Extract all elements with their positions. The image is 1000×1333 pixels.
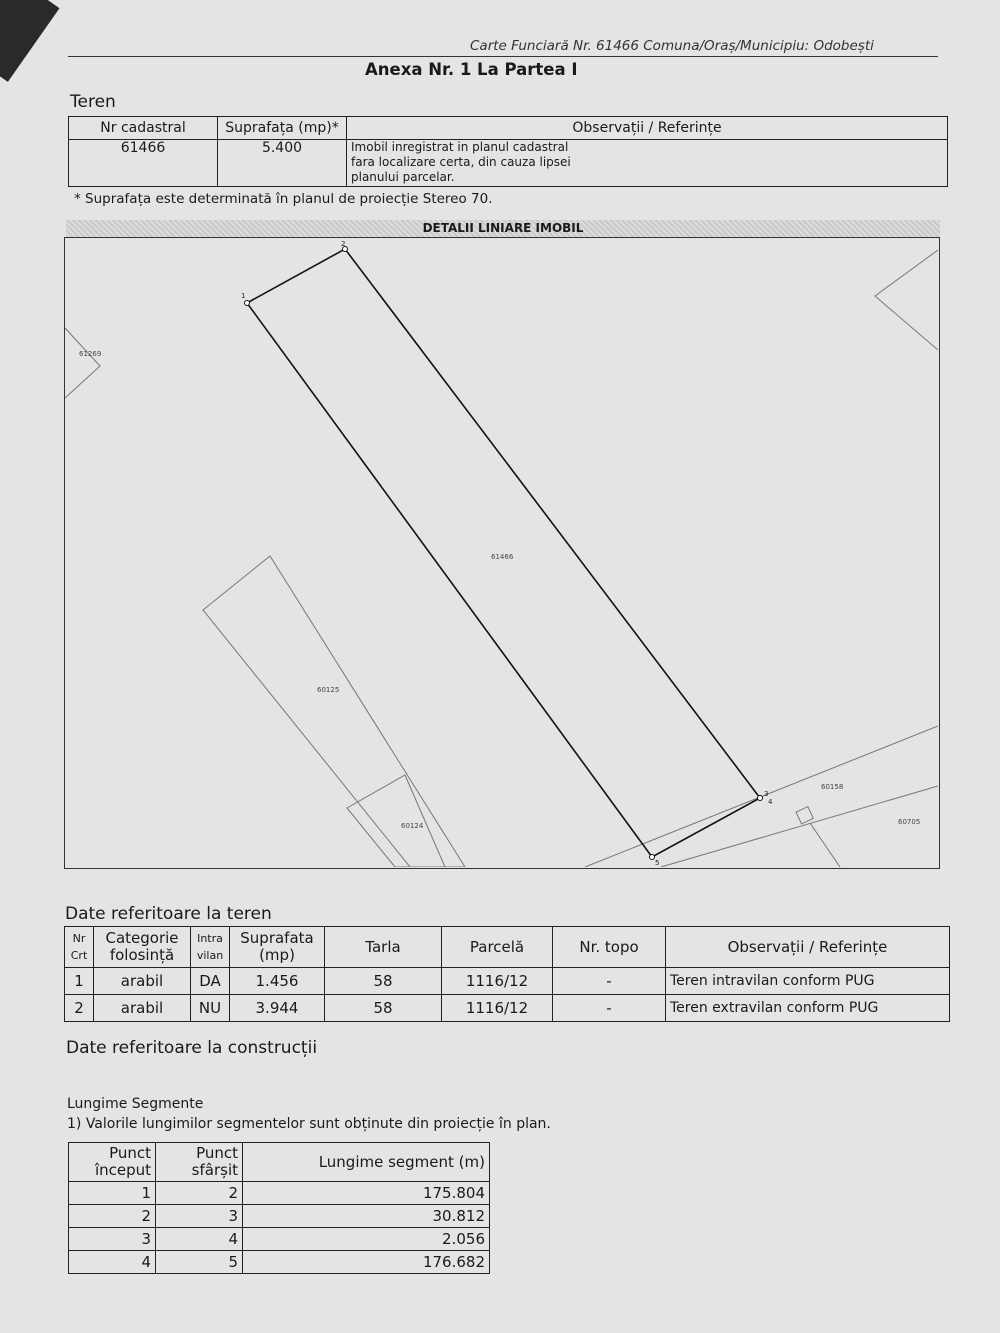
cell-suprafata: 5.400 (218, 140, 347, 187)
parcel-60125 (203, 556, 465, 867)
cell-parcela: 1116/12 (442, 968, 553, 995)
cell-observatii: Teren extravilan conform PUG (666, 995, 950, 1022)
vertex-point (758, 796, 763, 801)
annex-title: Anexa Nr. 1 La Partea I (365, 60, 578, 79)
header-nr-topo: Nr. topo (553, 927, 666, 968)
carte-funciara-header: Carte Funciară Nr. 61466 Comuna/Oraș/Municipiu: Odobești (470, 38, 874, 54)
cell-nr-topo: - (553, 995, 666, 1022)
date-teren-table (64, 926, 950, 1022)
detalii-liniare-bar: DETALII LINIARE IMOBIL (66, 220, 940, 237)
cell-punct-inceput: 4 (69, 1251, 156, 1274)
header-punct-inceput: Punct început (69, 1143, 156, 1182)
cell-punct-inceput: 3 (69, 1228, 156, 1251)
cell-nr-crt: 1 (65, 968, 94, 995)
label-small-parcel: 60124 (401, 822, 424, 830)
header-intravilan: Intra vilan (191, 927, 230, 968)
cell-observatii (347, 140, 948, 187)
label-right-far: 60705 (898, 818, 921, 826)
table-row (69, 1251, 490, 1274)
segmente-header (69, 1143, 490, 1182)
header-suprafata: Suprafata (mp) (230, 927, 325, 968)
cell-categorie: arabil (94, 968, 191, 995)
parcel-60124 (347, 775, 445, 867)
header-suprafata: Suprafața (mp)* (218, 117, 347, 140)
label-left-parcel: 60125 (317, 686, 340, 694)
page-edge-shadow (0, 0, 59, 82)
neighbor-parcel-top-left (65, 328, 100, 398)
cell-suprafata: 1.456 (230, 968, 325, 995)
observatii-line: fara localizare certa, din cauza lipsei (351, 155, 571, 169)
vertex-point (650, 855, 655, 860)
cell-observatii: Teren intravilan conform PUG (666, 968, 950, 995)
cell-parcela: 1116/12 (442, 995, 553, 1022)
point-label: 3 (764, 790, 769, 798)
cell-tarla: 58 (325, 968, 442, 995)
point-label: 5 (655, 859, 660, 867)
cell-lungime: 175.804 (243, 1182, 490, 1205)
cell-punct-sfarsit: 3 (156, 1205, 243, 1228)
stereo-footnote: * Suprafața este determinată în planul de proiecție Stereo 70. (74, 191, 493, 207)
cell-punct-sfarsit: 2 (156, 1182, 243, 1205)
cell-nr-topo: - (553, 968, 666, 995)
date-teren-header (65, 927, 950, 968)
header-categorie: Categorie folosință (94, 927, 191, 968)
label-right-road: 60158 (821, 783, 844, 791)
observatii-line: planului parcelar. (351, 170, 455, 184)
header-lungime: Lungime segment (m) (243, 1143, 490, 1182)
cell-punct-sfarsit: 5 (156, 1251, 243, 1274)
cell-lungime: 2.056 (243, 1228, 490, 1251)
observatii-line: Imobil inregistrat in planul cadastral (351, 140, 569, 154)
cell-lungime: 176.682 (243, 1251, 490, 1274)
header-observatii: Observații / Referințe (666, 927, 950, 968)
table-row (65, 968, 950, 995)
header-punct-sfarsit: Punct sfârșit (156, 1143, 243, 1182)
table-row (69, 1228, 490, 1251)
segmente-title: Lungime Segmente (67, 1096, 204, 1112)
point-label: 1 (241, 292, 246, 300)
header-tarla: Tarla (325, 927, 442, 968)
cell-punct-inceput: 1 (69, 1182, 156, 1205)
cell-nr-crt: 2 (65, 995, 94, 1022)
small-building (796, 807, 813, 824)
cell-intravilan: NU (191, 995, 230, 1022)
segmente-note: 1) Valorile lungimilor segmentelor sunt obținute din proiecție în plan. (67, 1116, 551, 1132)
header-nr-crt: Nr Crt (65, 927, 94, 968)
neighbor-parcel-right (875, 250, 938, 350)
cell-punct-inceput: 2 (69, 1205, 156, 1228)
label-main-parcel: 61466 (491, 553, 514, 561)
constructii-title: Date referitoare la construcții (66, 1038, 318, 1058)
teren-section-title: Teren (70, 92, 116, 112)
teren-table (68, 116, 948, 187)
cell-tarla: 58 (325, 995, 442, 1022)
cell-intravilan: DA (191, 968, 230, 995)
table-row (69, 1182, 490, 1205)
header-divider (68, 56, 938, 57)
cell-categorie: arabil (94, 995, 191, 1022)
table-row (65, 995, 950, 1022)
header-nr-cadastral: Nr cadastral (69, 117, 218, 140)
cell-nr-cadastral: 61466 (69, 140, 218, 187)
teren-table-header (69, 117, 948, 140)
table-row (69, 1205, 490, 1228)
segmente-table (68, 1142, 490, 1274)
header-parcela: Parcelă (442, 927, 553, 968)
cell-punct-sfarsit: 4 (156, 1228, 243, 1251)
label-left-top: 61269 (79, 350, 102, 358)
building-boundary (810, 823, 840, 867)
header-observatii: Observații / Referințe (347, 117, 948, 140)
vertex-point (245, 301, 250, 306)
point-label: 2 (341, 240, 346, 248)
road-line-lower (661, 786, 938, 867)
cadastral-map (64, 237, 940, 869)
map-drawing (65, 238, 938, 867)
cell-suprafata: 3.944 (230, 995, 325, 1022)
date-teren-title: Date referitoare la teren (65, 904, 272, 924)
table-row (69, 140, 948, 187)
point-label: 4 (768, 798, 773, 806)
cell-lungime: 30.812 (243, 1205, 490, 1228)
